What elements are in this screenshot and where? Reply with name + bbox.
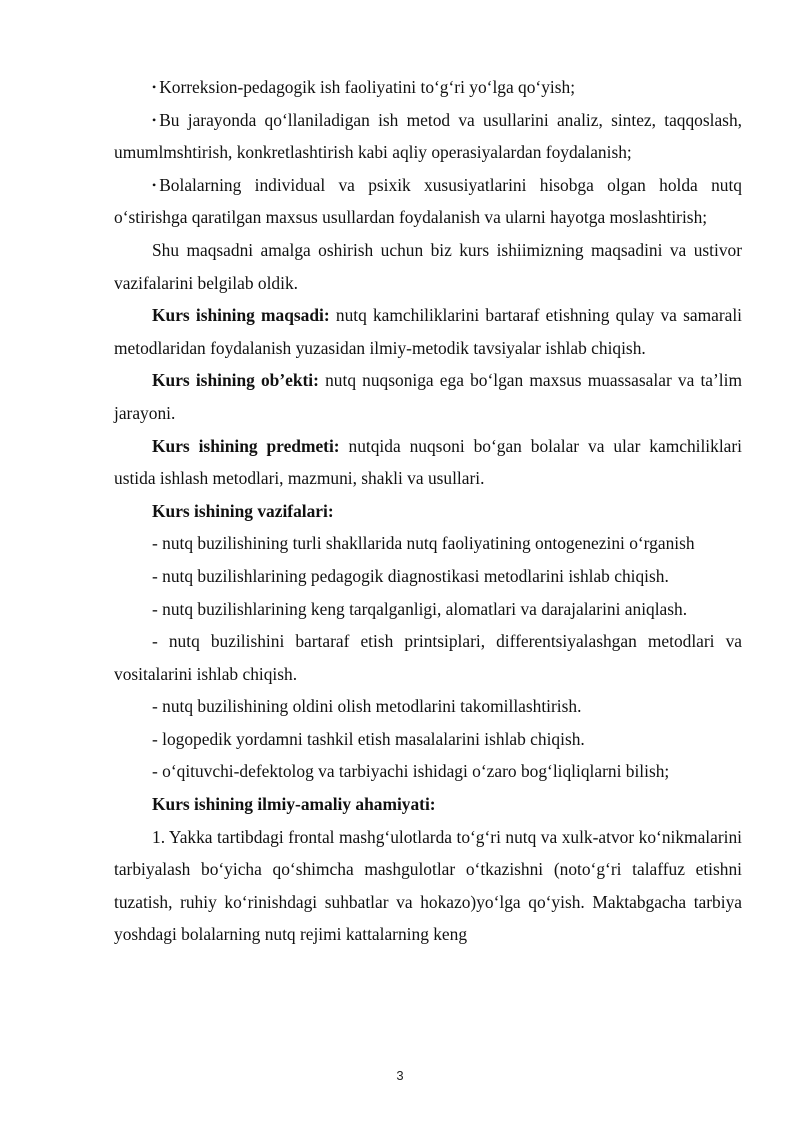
bullet-text: Bu jarayonda qo‘llaniladigan ish metod va usullarini analiz, sintez, taqqoslash, umumlmshtirish, konkretlashtirish kabi aqliy operasiyalardan foydalanish;: [114, 109, 742, 163]
page-content: [114, 71, 742, 951]
bullet-item: [114, 71, 742, 104]
page-number: 3: [396, 1068, 404, 1083]
task-item: - nutq buzilishining oldini olish metodlarini takomillashtirish.: [152, 696, 582, 717]
bullet-item: [114, 104, 742, 169]
task-item: - nutq buzilishini bartaraf etish printsiplari, differentsiyalashgan metodlari va vositalarini ishlab chiqish.: [114, 631, 742, 684]
task-item: - nutq buzilishlarining keng tarqalganligi, alomatlari va darajalarini aniqlash.: [152, 598, 688, 619]
bullet-text: Korreksion-pedagogik ish faoliyatini to‘g‘ri yo‘lga qo‘yish;: [159, 77, 576, 97]
object-text: nutq nuqsoniga ega bo‘lgan maxsus muassasalar va ta’lim jarayoni.: [114, 370, 742, 423]
subject-label: Kurs ishining predmeti:: [152, 435, 340, 456]
bullet-icon: •: [152, 112, 157, 127]
task-item: - nutq buzilishining turli shakllarida nutq faoliyatining ontogenezini o‘rganish: [152, 533, 695, 554]
task-item: - nutq buzilishlarining pedagogik diagnostikasi metodlarini ishlab chiqish.: [152, 565, 669, 586]
significance-heading: Kurs ishining ilmiy-amaliy ahamiyati:: [152, 794, 436, 815]
bullet-icon: •: [152, 80, 157, 94]
object-label: Kurs ishining ob’ekti:: [152, 370, 319, 391]
significance-paragraph: 1. Yakka tartibdagi frontal mashg‘ulotlarda to‘g‘ri nutq va xulk-atvor ko‘nikmalarini tarbiyalash bo‘yicha qo‘shimcha mashgulotlar o‘tkazishni (noto‘g‘ri talaffuz etishni tuzatish, ruhiy ko‘rinishdagi suhbatlar va hokazo)yo‘lga qo‘yish. Maktabgacha tarbiya yoshdagi bolalarning nutq rejimi kattalarning keng: [114, 826, 742, 945]
intro-paragraph: Shu maqsadni amalga oshirish uchun biz kurs ishiimizning maqsadini va ustivor vazifalarini belgilab oldik.: [114, 239, 742, 293]
task-item: - o‘qituvchi-defektolog va tarbiyachi ishidagi o‘zaro bog‘liqliqlarni bilish;: [152, 761, 670, 782]
bullet-item: [114, 169, 742, 234]
task-item: - logopedik yordamni tashkil etish masalalarini ishlab chiqish.: [152, 728, 585, 749]
object-paragraph: [114, 364, 742, 429]
bullet-icon: •: [152, 177, 157, 192]
goal-label: Kurs ishining maqsadi:: [152, 305, 330, 326]
bullet-text: Bolalarning individual va psixik xususiyatlarini hisobga olgan holda nutq o‘stirishga qaratilgan maxsus usullardan foydalanish va ularni hayotga moslashtirish;: [114, 174, 742, 228]
goal-text: nutq kamchiliklarini bartaraf etishning qulay va samarali metodlaridan foydalanish yuzasidan ilmiy-metodik tavsiyalar ishlab chiqish.: [114, 305, 742, 358]
subject-paragraph: [114, 430, 742, 495]
tasks-heading: Kurs ishining vazifalari:: [152, 500, 334, 521]
subject-text: nutqida nuqsoni bo‘gan bolalar va ular kamchiliklari ustida ishlash metodlari, mazmuni, shakli va usullari.: [114, 435, 742, 489]
goal-paragraph: [114, 299, 742, 364]
